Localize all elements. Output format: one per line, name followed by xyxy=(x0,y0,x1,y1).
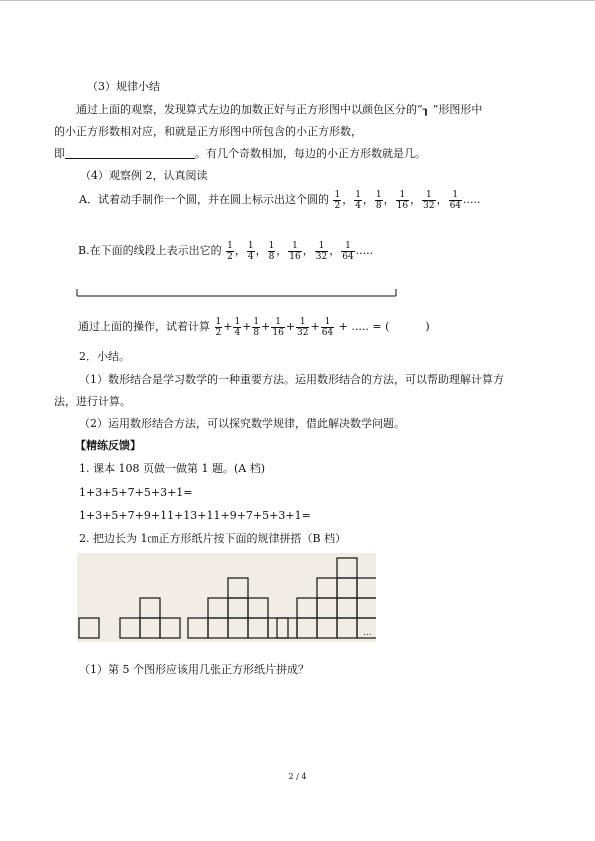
square-tile xyxy=(357,598,376,618)
square-tile xyxy=(228,598,248,618)
fraction: $\frac{1}{16}$ xyxy=(289,240,301,262)
summary-point2: （2）运用数形结合方法，可以探究数学规律，借此解决数学问题。 xyxy=(79,417,405,430)
square-tile xyxy=(297,598,317,618)
calc-suffix: + ..... = ( xyxy=(338,320,390,333)
fraction: $\frac{1}{32}$ xyxy=(423,189,435,211)
square-tile xyxy=(140,618,160,638)
calc-close: ) xyxy=(425,320,430,333)
square-tile xyxy=(268,618,288,638)
square-tile xyxy=(277,618,297,638)
fraction: $\frac{1}{32}$ xyxy=(297,316,309,338)
fraction: $\frac{1}{8}$ xyxy=(375,189,382,211)
prefix-text: 即 xyxy=(54,147,65,160)
summary-point1-line2: 法，进行计算。 xyxy=(54,395,131,408)
fraction: $\frac{1}{64}$ xyxy=(342,240,354,262)
equation-1: 1+3+5+7+5+3+1= xyxy=(79,486,193,499)
pyramid-drawing xyxy=(77,553,376,642)
fraction: $\frac{1}{8}$ xyxy=(268,240,275,262)
square-tile xyxy=(317,618,337,638)
square-tile xyxy=(79,618,99,638)
square-tile xyxy=(297,618,317,638)
square-tile xyxy=(337,598,357,618)
practice-title: 【精练反馈】 xyxy=(75,439,141,452)
square-tile xyxy=(188,618,208,638)
section3-paragraph-line1: 通过上面的观察，发现算式左边的加数正好与正方形图中以颜色区分的“┒ ”形图形中 xyxy=(76,103,483,116)
fraction: $\frac{1}{8}$ xyxy=(253,316,260,338)
item-a-text: A．试着动手制作一个圆，并在圆上标示出这个圆的 xyxy=(79,193,329,206)
fraction: $\frac{1}{4}$ xyxy=(234,316,241,338)
fraction: $\frac{1}{2}$ xyxy=(227,240,233,262)
square-tile xyxy=(160,618,180,638)
answer-blank[interactable] xyxy=(65,147,195,159)
square-tile xyxy=(337,618,357,638)
square-tile xyxy=(208,598,228,618)
fraction: $\frac{1}{64}$ xyxy=(321,316,334,338)
item-b-line xyxy=(78,237,373,265)
ellipsis-mark: ... xyxy=(363,628,372,638)
square-tile xyxy=(208,618,228,638)
square-tile xyxy=(228,618,248,638)
number-line-segment[interactable] xyxy=(76,288,398,300)
page-number: 2 / 4 xyxy=(288,772,307,781)
square-tile xyxy=(317,598,337,618)
square-tile xyxy=(248,618,268,638)
fraction: $\frac{1}{32}$ xyxy=(315,240,328,262)
fraction-list: $\frac{1}{2}$ ， $\frac{1}{4}$ ， $\frac{1}{8}$ ， $\frac{1}{16}$ ， $\frac{1}{32}$ ， $\frac{1}{64}$ ..... xyxy=(334,189,481,211)
section3-paragraph-line3 xyxy=(54,147,426,161)
item-b-text: B.在下面的线段上表示出它的 xyxy=(78,244,222,257)
square-pyramid-figure xyxy=(77,553,376,642)
section3-heading: （3）规律小结 xyxy=(87,80,160,93)
equation-2: 1+3+5+7+9+11+13+11+9+7+5+3+1= xyxy=(79,509,311,522)
square-tile xyxy=(140,598,160,618)
square-tile xyxy=(337,558,357,578)
item-a-line xyxy=(79,186,481,214)
fraction: $\frac{1}{2}$ xyxy=(215,316,222,338)
square-tile xyxy=(228,578,248,598)
summary-point1-line1: （1）数形结合是学习数学的一种重要方法。运用数形结合的方法，可以帮助理解计算方 xyxy=(79,373,504,386)
fraction-list: $\frac{1}{2}$ ， $\frac{1}{4}$ ， $\frac{1}{8}$ ， $\frac{1}{16}$ ， $\frac{1}{32}$ ， $\frac{1}{64}$ ..... xyxy=(227,240,374,262)
section4-heading: （4）观察例 2，认真阅读 xyxy=(80,169,208,182)
section3-paragraph-line2: 的小正方形数相对应，和就是正方形图中所包含的小正方形数， xyxy=(54,125,362,138)
fraction: $\frac{1}{16}$ xyxy=(396,189,409,211)
summary-title: 2．小结。 xyxy=(79,350,130,363)
suffix-text: 。有几个奇数相加，每边的小正方形数就是几。 xyxy=(195,147,426,160)
square-tile xyxy=(337,578,357,598)
square-tile xyxy=(357,578,376,598)
fraction: $\frac{1}{64}$ xyxy=(449,189,462,211)
calc-line: 通过上面的操作，试着计算 $\frac{1}{2}$ + $\frac{1}{4}$ + $\frac{1}{8}$ + $\frac{1}{16}$ + $\frac{1}{32}$ + $\frac{1}{64}$ + ..... = ( ) xyxy=(78,316,430,338)
fraction: $\frac{1}{16}$ xyxy=(272,316,284,338)
square-tile xyxy=(317,578,337,598)
calc-prefix: 通过上面的操作，试着计算 xyxy=(78,320,210,333)
practice-question2: 2. 把边长为 1㎝正方形纸片按下面的规律拼搭（B 档） xyxy=(79,532,347,545)
square-tile xyxy=(120,618,140,638)
fraction: $\frac{1}{4}$ xyxy=(355,189,361,211)
practice-question1: 1. 课本 108 页做一做第 1 题。(A 档) xyxy=(79,462,265,475)
header-rule xyxy=(0,0,595,1)
fraction: $\frac{1}{2}$ xyxy=(334,189,341,211)
practice-subquestion1: （1）第 5 个图形应该用几张正方形纸片拼成？ xyxy=(79,663,309,676)
square-tile xyxy=(248,598,268,618)
fraction: $\frac{1}{4}$ xyxy=(247,240,254,262)
